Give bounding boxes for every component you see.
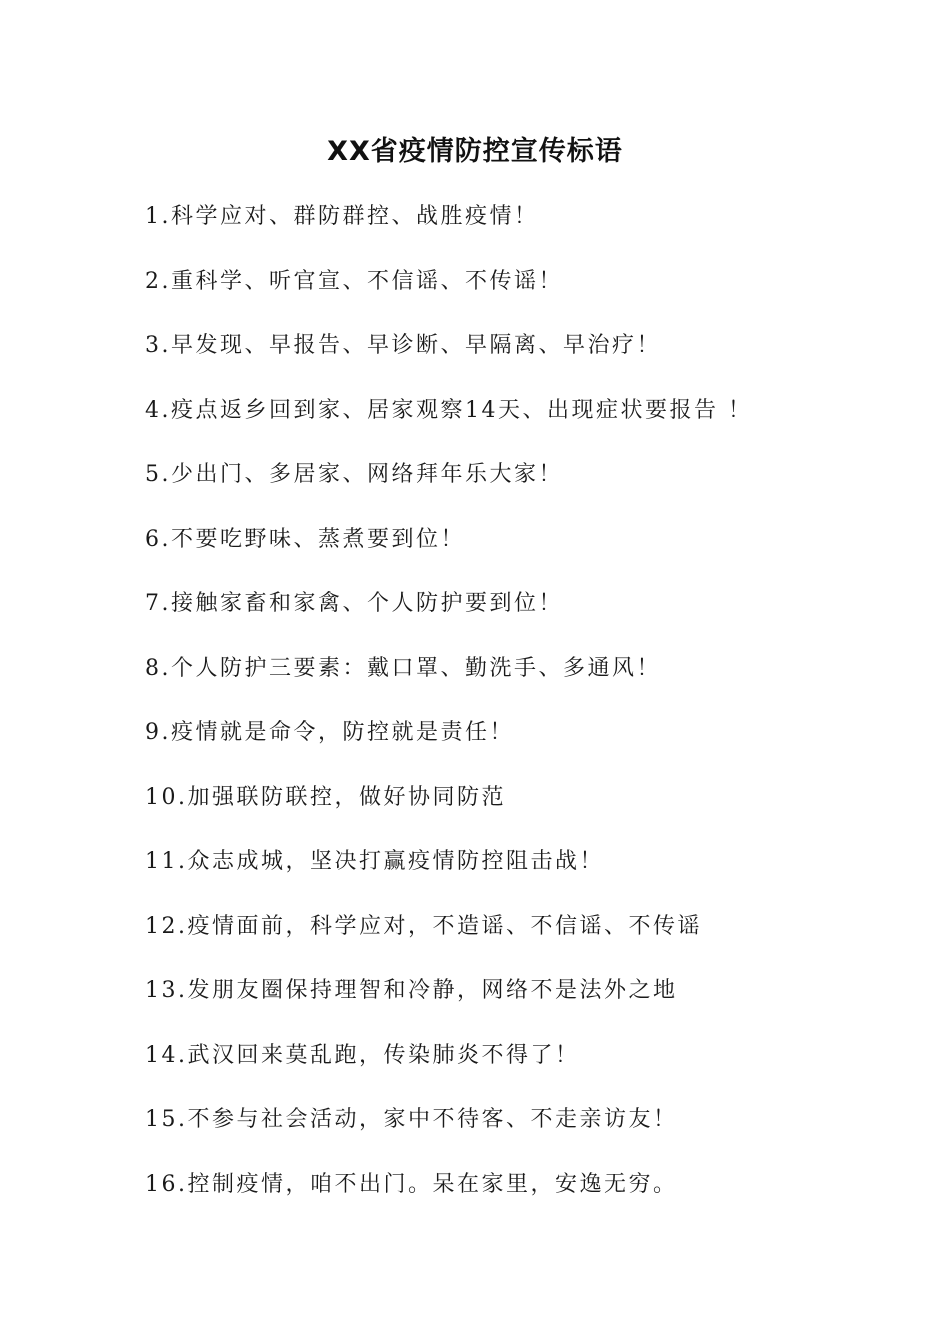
slogan-item: 14.武汉回来莫乱跑，传染肺炎不得了！ (145, 1042, 580, 1068)
slogan-item: 2.重科学、听官宣、不信谣、不传谣！ (145, 268, 563, 294)
document-title: XX省疫情防控宣传标语 (327, 136, 623, 167)
slogan-item: 7.接触家畜和家禽、个人防护要到位！ (145, 591, 563, 616)
slogan-list (145, 196, 905, 1228)
slogan-item: 6.不要吃野味、蒸煮要到位！ (145, 526, 465, 552)
slogan-item: 11.众志成城，坚决打赢疫情防控阻击战！ (145, 849, 604, 874)
slogan-item: 1.科学应对、群防群控、战胜疫情！ (145, 204, 539, 229)
slogan-item: 5.少出门、多居家、网络拜年乐大家！ (145, 462, 563, 487)
slogan-item: 12.疫情面前，科学应对，不造谣、不信谣、不传谣 (145, 913, 702, 939)
slogan-item: 16.控制疫情，咱不出门。呆在家里，安逸无穷。 (145, 1171, 678, 1197)
slogan-item: 13.发朋友圈保持理智和冷静，网络不是法外之地 (145, 978, 678, 1003)
slogan-item: 10.加强联防联控，做好协同防范 (145, 784, 506, 810)
slogan-item: 9.疫情就是命令，防控就是责任！ (145, 720, 514, 745)
slogan-item: 3.早发现、早报告、早诊断、早隔离、早治疗！ (145, 333, 661, 358)
slogan-item: 4.疫点返乡回到家、居家观察14天、出现症状要报告 ！ (145, 397, 753, 423)
slogan-item: 8.个人防护三要素：戴口罩、勤洗手、多通风！ (145, 655, 661, 681)
slogan-item: 15.不参与社会活动，家中不待客、不走亲访友！ (145, 1107, 678, 1132)
